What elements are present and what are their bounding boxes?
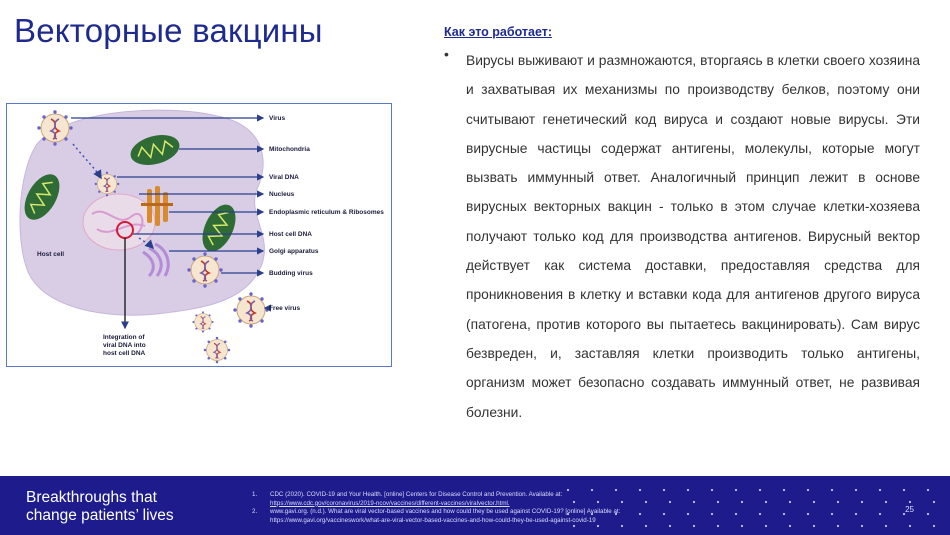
footer-dot	[693, 525, 695, 527]
label-nucleus: Nucleus	[269, 191, 295, 198]
footer-dot	[717, 525, 719, 527]
free-virus-2	[192, 311, 213, 332]
footer-dot	[885, 525, 887, 527]
footer-dot	[885, 501, 887, 503]
footer-dot	[933, 525, 935, 527]
how-it-works-heading: Как это работает:	[444, 25, 553, 39]
label-golgi: Golgi apparatus	[269, 248, 319, 255]
label-budding-virus: Budding virus	[269, 270, 313, 277]
footer-dot	[831, 489, 833, 491]
footer-dot	[687, 513, 689, 515]
reference-2-link[interactable]: https://www.gavi.org/vaccineswork/what-are-viral-vector-based-vaccines-and-how-could-they-be-used-against-covid-19	[270, 516, 596, 524]
footer-dot	[693, 501, 695, 503]
free-virus-3	[204, 337, 231, 364]
label-host-cell: Host cell	[37, 251, 65, 258]
footer-dot	[783, 513, 785, 515]
footer-dot	[759, 513, 761, 515]
bullet-marker: •	[444, 46, 449, 62]
tagline-line-1: Breakthroughs that	[26, 489, 157, 506]
footer-dot	[789, 525, 791, 527]
footer-dot	[711, 489, 713, 491]
footer-dot	[735, 513, 737, 515]
reference-1-link[interactable]: https://www.cdc.gov/coronavirus/2019-ncov/vaccines/different-vaccines/viralvector.html.	[270, 499, 510, 507]
footer-dot	[759, 489, 761, 491]
label-integration-1: Integration of	[103, 334, 145, 341]
footer-dot	[855, 513, 857, 515]
footer-dot	[711, 513, 713, 515]
footer-dot	[837, 501, 839, 503]
footer-dot	[855, 489, 857, 491]
footer-dot	[783, 489, 785, 491]
footer-dot	[717, 501, 719, 503]
footer-dot	[807, 489, 809, 491]
label-integration-2: viral DNA into	[103, 342, 146, 349]
label-integration-3: host cell DNA	[103, 350, 146, 357]
label-host-cell-dna: Host cell DNA	[269, 231, 312, 238]
footer-dot	[687, 489, 689, 491]
cell-illustration	[7, 104, 393, 368]
footer-dot	[909, 501, 911, 503]
vector-vaccine-diagram	[6, 103, 392, 367]
footer-dot	[879, 513, 881, 515]
footer-dot	[879, 489, 881, 491]
footer-dot	[741, 501, 743, 503]
reference-1-number: 1.	[252, 491, 258, 498]
reference-2-number: 2.	[252, 508, 258, 516]
footer-dot	[789, 501, 791, 503]
tagline-line-2: change patients’ lives	[26, 507, 174, 524]
footer-dot	[813, 525, 815, 527]
footer-dot	[807, 513, 809, 515]
footer-dot	[909, 525, 911, 527]
reference-1	[252, 491, 682, 508]
footer-dot	[933, 501, 935, 503]
page-number: 25	[905, 505, 914, 514]
footer-dot	[741, 525, 743, 527]
footer-dot	[903, 489, 905, 491]
references	[252, 491, 682, 525]
label-er: Endoplasmic reticulum & Ribosomes	[269, 209, 384, 216]
footer-dot	[831, 513, 833, 515]
footer-dot	[861, 501, 863, 503]
footer-tagline	[26, 489, 174, 525]
reference-2-text: www.gavi.org. (n.d.). What are viral vector-based vaccines and how could they be used against COVID-19? [online] Available at:	[270, 508, 621, 516]
footer-dot	[813, 501, 815, 503]
footer-dot	[927, 513, 929, 515]
reference-1-text: CDC (2020). COVID-19 and Your Health. [online] Centers for Disease Control and Prevention. Available at:	[270, 491, 563, 498]
footer-dot	[765, 525, 767, 527]
footer-dot	[861, 525, 863, 527]
label-virus: Virus	[269, 115, 286, 122]
footer-dot	[735, 489, 737, 491]
footer-dot	[765, 501, 767, 503]
label-viral-dna: Viral DNA	[269, 174, 299, 181]
label-free-virus: Free virus	[269, 305, 301, 312]
explanation-paragraph: Вирусы выживают и размножаются, вторгаясь в клетки своего хозяина и захватывая их механизмы по производству белков, поэтому они считывают генетический код вируса и создают новые вирусы. Эти вирусные частицы содержат антигены, молекулы, которые могут вызвать иммунный ответ. Аналогичный принцип лежит в основе вирусных векторных вакцин - только в этом случае клетки-хозяева получают только код для производства антигенов. Вирусный вектор действует как система доставки, предоставляя средства для проникновения в клетку и вставки кода для антигенов другого вируса (патогена, против которого вы пытаетесь вакцинировать). Сам вирус безвреден, и, заставляя клетки производить только антигены, организм может безопасно создавать иммунный ответ, не развивая болезни.	[466, 53, 920, 420]
free-virus-1	[233, 292, 268, 327]
footer-bar	[0, 476, 950, 535]
footer-dot	[837, 525, 839, 527]
slide-title: Векторные вакцины	[14, 12, 323, 49]
reference-2	[252, 508, 682, 525]
label-mitochondria: Mitochondria	[269, 146, 310, 153]
footer-dot	[927, 489, 929, 491]
